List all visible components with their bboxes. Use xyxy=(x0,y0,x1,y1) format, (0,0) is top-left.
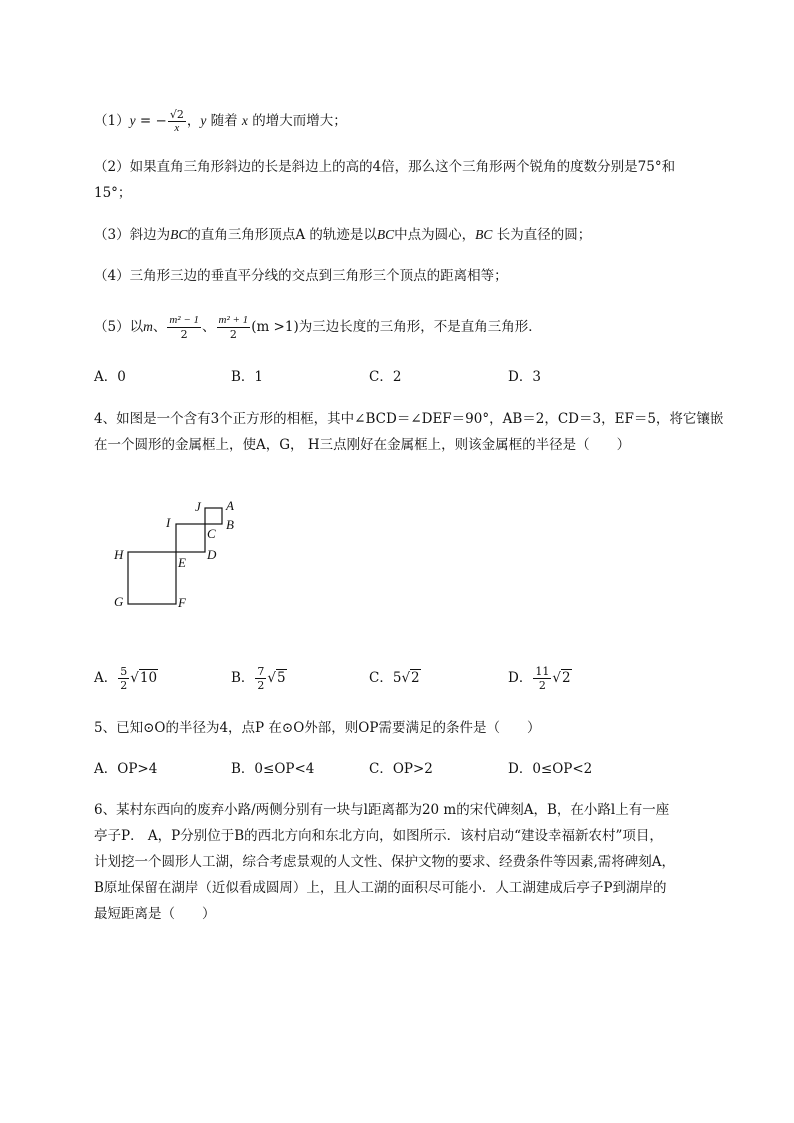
func-fraction xyxy=(168,108,186,135)
var-y: y xyxy=(200,113,207,128)
statement-3-text-c: 中点为圆心， xyxy=(394,227,476,243)
q6-line2: 亭子P． A，P分别位于B的西北方向和东北方向，如图所示．该村启动“建设幸福新农村”项目， xyxy=(94,828,663,844)
q4-option-d[interactable] xyxy=(508,665,572,692)
frac-den: 2 xyxy=(257,679,265,692)
coefficient: 5 xyxy=(392,670,402,686)
statement-3-text-a: （3）斜边为 xyxy=(94,227,171,243)
option-prefix: B． xyxy=(231,670,255,686)
option-prefix: D． xyxy=(508,670,533,686)
option-prefix: A． xyxy=(94,670,118,686)
statement-5 xyxy=(94,314,542,341)
comma: ， xyxy=(186,113,201,129)
q4-stem-line1: 4、如图是一个含有3个正方形的相框，其中∠BCD＝∠DEF＝90°，AB＝2，CD＝3，EF＝5，将它镶嵌 xyxy=(94,411,724,427)
statement-3-text-b: 的直角三角形顶点A 的轨迹是以 xyxy=(187,227,377,243)
radicand: 2 xyxy=(561,670,571,686)
fraction-1-den: 2 xyxy=(180,328,188,341)
q5-option-a[interactable]: A．OP>4 xyxy=(94,761,158,777)
q5-stem: 5、已知⊙O的半径为4，点P 在⊙O外部，则OP需要满足的条件是（ ） xyxy=(94,720,541,736)
q4-option-b[interactable] xyxy=(231,665,287,692)
fraction-2 xyxy=(217,314,251,341)
option-b-fraction xyxy=(255,665,266,692)
q5-option-b[interactable]: B．0≤OP<4 xyxy=(231,761,315,777)
q4-option-a[interactable] xyxy=(94,665,158,692)
q5-option-d[interactable]: D．0≤OP<2 xyxy=(508,761,593,777)
label-a: A xyxy=(226,498,234,513)
q4-stem-line2: 在一个圆形的金属框上，使A，G， H三点刚好在金属框上，则该金属框的半径是（ ） xyxy=(94,437,631,453)
var-x: x xyxy=(241,113,248,128)
q4-option-c[interactable] xyxy=(369,668,421,688)
label-e: E xyxy=(178,555,186,570)
frac-num: 11 xyxy=(535,665,550,678)
segment-bc: BC xyxy=(475,227,493,242)
statement-5-text-b: 为三边长度的三角形，不是直角三角形． xyxy=(298,319,542,335)
label-j: J xyxy=(195,499,201,514)
radical-sign: √ xyxy=(401,670,411,686)
statement-1-text-b: 随着 xyxy=(206,113,242,129)
q3-option-d[interactable]: D．3 xyxy=(508,369,541,385)
segment-bc: BC xyxy=(376,227,395,242)
func-frac-den: x xyxy=(174,122,180,134)
func-eq: = − xyxy=(135,113,167,129)
radical-sign: √ xyxy=(552,670,561,686)
option-prefix: C． xyxy=(369,670,393,686)
frac-num: 7 xyxy=(257,665,265,678)
label-g: G xyxy=(114,594,124,609)
separator: 、 xyxy=(202,319,216,335)
condition: (m >1) xyxy=(251,319,299,335)
radicand: 10 xyxy=(139,670,158,686)
q6-line1: 6、某村东西向的废弃小路/两侧分别有一块与l距离都为20 m的宋代碑刻A，B，在小路l上有一座 xyxy=(94,802,670,818)
q6-line4: B原址保留在湖岸（近似看成圆周）上，且人工湖的面积尽可能小．人工湖建成后亭子P到湖岸的 xyxy=(94,880,667,896)
frac-den: 2 xyxy=(538,679,546,692)
statement-3-text-d: 长为直径的圆； xyxy=(492,227,592,243)
square-large xyxy=(128,552,176,604)
label-h: H xyxy=(114,547,124,562)
q3-option-c[interactable]: C．2 xyxy=(369,369,402,385)
q3-option-a[interactable]: A．0 xyxy=(94,369,126,385)
statement-1-text-c: 的增大而增大； xyxy=(247,113,347,129)
q6-line5: 最短距离是（ ） xyxy=(94,906,216,922)
separator: 、 xyxy=(152,319,167,335)
q6-line3: 计划挖一个圆形人工湖，综合考虑景观的人文性、保护文物的要求、经费条件等因素,需将碑刻A， xyxy=(94,854,676,870)
radical-sign: √ xyxy=(267,670,277,686)
fraction-2-den: 2 xyxy=(229,328,237,341)
fraction-1 xyxy=(167,314,201,341)
label-c: C xyxy=(207,526,216,541)
radicand: 5 xyxy=(277,670,286,686)
square-middle xyxy=(176,524,205,552)
fraction-2-num: m² + 1 xyxy=(218,314,249,326)
label-d: D xyxy=(207,547,217,562)
square-small xyxy=(205,508,222,524)
statement-1 xyxy=(94,108,347,135)
func-lhs: y xyxy=(129,113,136,128)
q3-option-b[interactable]: B．1 xyxy=(231,369,264,385)
label-b: B xyxy=(226,517,234,532)
label-i: I xyxy=(166,515,171,530)
statement-1-label: （1） xyxy=(94,113,130,129)
q4-figure xyxy=(108,496,268,616)
func-frac-num: √2 xyxy=(169,108,184,121)
option-a-fraction xyxy=(118,665,129,692)
statement-5-text-a: （5）以 xyxy=(94,319,144,335)
statement-4: （4）三角形三边的垂直平分线的交点到三角形三个顶点的距离相等； xyxy=(94,268,508,284)
q5-option-c[interactable]: C．OP>2 xyxy=(369,761,433,777)
label-f: F xyxy=(178,595,186,610)
frac-num: 5 xyxy=(120,665,128,678)
fraction-1-num: m² − 1 xyxy=(169,314,200,326)
radicand: 2 xyxy=(411,670,420,686)
radical-sign: √ xyxy=(130,670,139,686)
frac-den: 2 xyxy=(120,679,128,692)
statement-2-line2: 15°； xyxy=(94,185,132,201)
segment-bc: BC xyxy=(170,227,188,242)
option-d-fraction xyxy=(533,665,551,692)
statement-3 xyxy=(94,225,591,245)
statement-2-line1: （2）如果直角三角形斜边的长是斜边上的高的4倍，那么这个三角形两个锐角的度数分别是75°和 xyxy=(94,159,676,175)
var-m: m xyxy=(143,319,153,334)
